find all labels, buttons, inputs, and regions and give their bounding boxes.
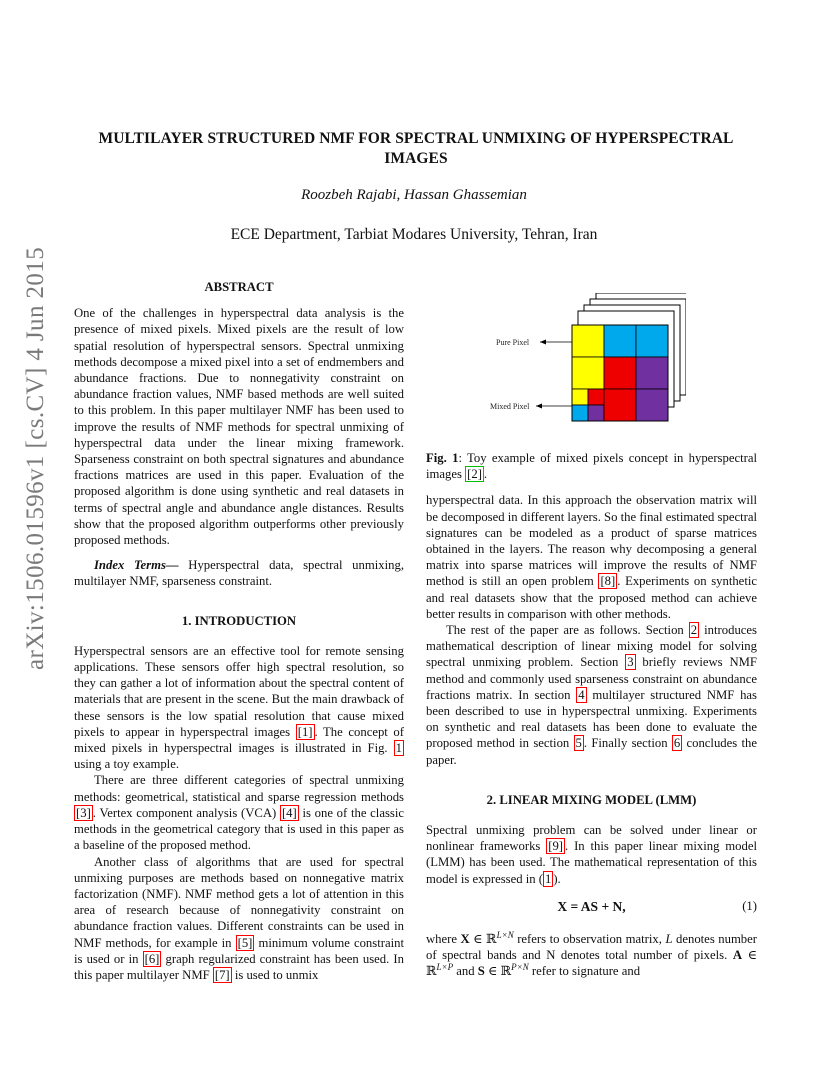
citation-link[interactable]: [7] (214, 967, 230, 982)
citation-link[interactable]: [8] (600, 574, 616, 589)
paper-authors: Roozbeh Rajabi, Hassan Ghassemian (301, 187, 527, 203)
citation-link[interactable]: [3] (76, 805, 91, 820)
pure-pixel-arrowhead (540, 340, 546, 345)
equation-link[interactable]: 1 (544, 871, 552, 886)
pixel-cell (604, 357, 636, 389)
pixel-cell (572, 357, 604, 389)
section-link[interactable]: 3 (627, 655, 634, 670)
figure-caption: Fig. 1: Toy example of mixed pixels concept in hyperspectral images [2] . (426, 451, 757, 482)
lmm-paragraph-2: where X ∈ ℝ$^{L\times N}$ refers to observation matrix, L denotes number of spectral bands and N denotes total number of pixels. A ∈ ℝ$^{L\times P}$ and S ∈ ℝ$^{P\times N}$ refer to signature and (426, 929, 758, 979)
paper-affiliation: ECE Department, Tarbiat Modares University, Tehran, Iran (230, 226, 598, 243)
intro-continued-paragraph: hyperspectral data. In this approach the observation matrix will be decomposed in different layers. So the final estimated spectral signatures can be modeled as a product of sparse matrices obtained in the layers. The reason why decomposing a general matrix into sparse matrices will improve the results of NMF method is still an open problem [8] . Experiments on synthetic and real datasets show that the proposed method can achieve better results in comparison with other methods. (426, 493, 757, 621)
section-link[interactable]: 5 (575, 736, 582, 751)
index-terms (74, 557, 404, 589)
pixel-cell (636, 389, 668, 421)
section-link[interactable]: 6 (673, 736, 681, 751)
citation-link[interactable]: [2] (467, 467, 482, 482)
pixel-cell (636, 325, 668, 357)
intro-paragraph-1: Hyperspectral sensors are an effective tool for remote sensing applications. These sensors offer high spectral resolution, so they can gather a lot of information about the spectral content of materials that are present in the scene. But the main drawback of these sensors is the low spatial resolution that cause mixed pixels to appear in hyperspectral images [1] . The concept of mixed pixels in hyperspectral images is illustrated in Fig. 1 using a toy example. (74, 643, 404, 772)
right-column (426, 450, 757, 887)
citation-link[interactable]: [9] (548, 839, 564, 854)
left-column (74, 279, 404, 983)
abstract-heading: ABSTRACT (204, 280, 274, 294)
lmm-heading: 2. LINEAR MIXING MODEL (LMM) (486, 792, 697, 807)
mixed-pixel-arrowhead (536, 404, 542, 409)
mixed-subcell (572, 405, 588, 421)
pure-pixel-label: Pure Pixel (496, 338, 530, 347)
lmm-paragraph-1: Spectral unmixing problem can be solved under linear or nonlinear frameworks [9] . In this paper linear mixing model (LMM) has been used. The mathematical representation of this model is expressed in ( 1 ). (426, 823, 757, 886)
pixel-cell (604, 325, 636, 357)
equation-number: (1) (742, 899, 757, 913)
section-link[interactable]: 2 (690, 623, 698, 638)
pixel-cell (636, 357, 668, 389)
intro-paragraph-2: There are three different categories of spectral unmixing methods: geometrical, statistical and sparse regression methods [3] . Vertex component analysis (VCA) [4] is one of the classic methods in the geometrical category that is used in this paper as a baseline of the proposed method. (74, 773, 404, 853)
citation-link[interactable]: [5] (237, 935, 253, 950)
pixel-cell (572, 325, 604, 357)
citation-link[interactable]: [6] (144, 951, 160, 966)
intro-paragraph-3: Another class of algorithms that are used for spectral unmixing purposes are methods based on nonnegative matrix factorization (NMF). NMF method gets a lot of attention in this area of research because of nonnegativity constraint on abundance fraction values. Different constraints can be used in NMF methods, for example in [5] minimum volume constraint is used or in [6] graph regularized constraint has been used. In this paper multilayer NMF [7] is used to unmix (74, 854, 404, 982)
lmm-paragraph-2-container (426, 931, 757, 980)
index-terms-text: Hyperspectral data, spectral unmixing, multilayer NMF, sparseness constraint. (74, 558, 404, 589)
arxiv-side-label: arXiv:1506.01596v1 [cs.CV] 4 Jun 2015 (22, 246, 49, 670)
index-terms-label: Index Terms— (94, 558, 179, 573)
section-link[interactable]: 4 (578, 687, 585, 702)
abstract-text: One of the challenges in hyperspectral data analysis is the presence of mixed pixels. Mixed pixels are the result of low spatial resolution of hyperspectral sensors. Spectral unmixing methods decompose a mixed pixel into a set of endmembers and abundance fractions. Due to nonnegativity constraint on abundance fraction values, NMF based methods are well suited to this problem. In this paper multilayer NMF has been used to improve the results of NMF methods for spectral unmixing of hyperspectral data under the linear mixing framework. Sparseness constraint on both spectral signatures and abundance fractions matrices are used in this paper. Evaluation of the proposed algorithm is done using synthetic and real datasets in terms of spectral angle and abundance angle distances. Results show that the proposed algorithm outperforms other previously proposed methods. (74, 306, 404, 548)
citation-link[interactable]: [4] (281, 805, 297, 820)
mixed-subcell (588, 405, 604, 421)
mixed-subcell (572, 389, 588, 405)
citation-link[interactable]: [1] (297, 724, 313, 739)
pixel-grid (572, 325, 668, 421)
pixel-cell (604, 389, 636, 421)
mixed-pixel-figure (486, 293, 686, 423)
paper-title: MULTILAYER STRUCTURED NMF FOR SPECTRAL UNMIXING OF HYPERSPECTRAL IMAGES (98, 130, 734, 167)
figure-link[interactable]: 1 (395, 741, 402, 756)
intro-outline-paragraph: The rest of the paper are as follows. Section 2 introduces mathematical description of linear mixing model for solving spectral unmixing problem. Section 3 briefly reviews NMF method and commonly used sparseness constraint on abundance fractions matrix. In section 4 multilayer structured NMF has been described to use in hyperspectral unmixing. Experiments on synthetic and real datasets has been done to evaluate the proposed method in section 5 . Finally section 6 concludes the paper. (426, 623, 757, 767)
mixed-subcell (588, 389, 604, 405)
intro-heading: 1. INTRODUCTION (181, 613, 297, 628)
mixed-pixel-label: Mixed Pixel (490, 402, 530, 411)
equation-body: X = AS + N, (557, 899, 626, 914)
